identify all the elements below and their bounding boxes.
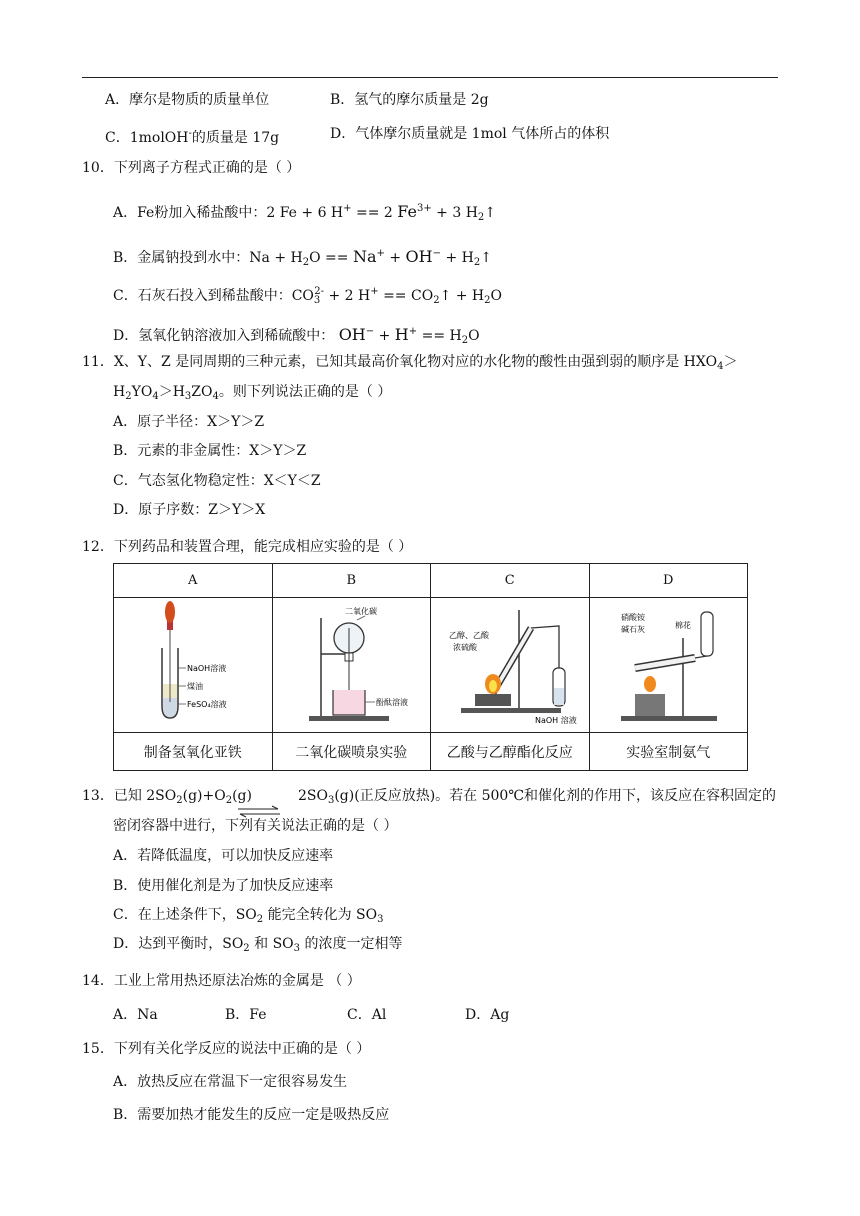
- label-cotton: 棉花: [675, 621, 692, 630]
- label-naoh-solution: NaOH溶液: [186, 664, 226, 673]
- q14-option-d: D．Ag: [465, 1007, 510, 1023]
- q13-option-a: A．若降低温度，可以加快反应速率: [113, 848, 334, 864]
- q13-option-b: B．使用催化剂是为了加快反应速率: [113, 878, 334, 894]
- caption-d: 实验室制氨气: [589, 733, 748, 771]
- experiment-table: [113, 563, 748, 771]
- label-ammonium-nitrate: 硝酸铵: [621, 613, 646, 622]
- label-naoh-solution-c: NaOH 溶液: [535, 716, 577, 725]
- caption-a: 制备氢氧化亚铁: [114, 733, 273, 771]
- table-header-b: B: [272, 564, 431, 598]
- label-kerosene: 煤油: [186, 682, 203, 691]
- q13-option-d: D．达到平衡时，$SO_2$ 和 $SO_3$ 的浓度一定相等: [113, 936, 403, 954]
- q11-option-b: B．元素的非金属性：X＞Y＞Z: [113, 443, 307, 459]
- label-ethanol-acetic-acid: 乙醇、乙酸: [449, 631, 489, 640]
- q9-option-d: D．气体摩尔质量就是 1mol 气体所占的体积: [330, 126, 610, 142]
- label-conc-sulfuric-acid: 浓硫酸: [453, 643, 477, 652]
- apparatus-b-fountain: [273, 598, 441, 728]
- q10-option-a: A．Fe粉加入稀盐酸中：2 Fe + 6 H+ == 2 $Fe^{3+} + 3$ $H_2↑$: [113, 202, 497, 223]
- label-feso4-solution: FeSO₄溶液: [186, 700, 227, 709]
- apparatus-c-cell: [431, 598, 590, 733]
- apparatus-b-cell: [272, 598, 431, 733]
- apparatus-a-test-tube: [118, 598, 268, 728]
- q14-option-b: B．Fe: [225, 1007, 267, 1023]
- q10-stem: 10．下列离子方程式正确的是（ ）: [82, 160, 301, 176]
- q9-option-c: C．1molOH-的质量是 17g: [105, 128, 280, 146]
- header-rule: [82, 77, 778, 78]
- q13-option-c: C．在上述条件下，$SO_2$ 能完全转化为 $SO_3$: [113, 907, 384, 925]
- q11-option-d: D．原子序数：Z＞Y＞X: [113, 502, 266, 518]
- q14-option-a: A．Na: [113, 1007, 158, 1023]
- q15-option-b: B．需要加热才能发生的反应一定是吸热反应: [113, 1107, 390, 1123]
- label-phenolphthalein: 酚酞溶液: [375, 698, 408, 707]
- apparatus-c-esterification: [431, 598, 597, 728]
- label-co2: 二氧化碳: [344, 607, 377, 616]
- q9-option-a: A．摩尔是物质的质量单位: [105, 92, 270, 108]
- q10-option-b: B．金属钠投到水中：$Na + H_2O == Na^+ + OH^-$ + $H_2↑$: [113, 247, 492, 268]
- q11-option-a: A．原子半径：X＞Y＞Z: [113, 414, 265, 430]
- q12-stem: 12．下列药品和装置合理，能完成相应实验的是（ ）: [82, 539, 413, 555]
- q11-stem-line1: 11．X、Y、Z 是同周期的三种元素，已知其最高价氧化物对应的水化物的酸性由强到弱的顺序是 $HXO_4>$: [82, 354, 738, 372]
- q14-option-c: C．Al: [347, 1007, 387, 1023]
- apparatus-a-cell: [114, 598, 273, 733]
- q14-stem: 14．工业上常用热还原法冶炼的金属是 （ ）: [82, 973, 361, 989]
- q11-option-c: C．气态氢化物稳定性：X＜Y＜Z: [113, 473, 321, 489]
- apparatus-d-ammonia: [595, 598, 741, 728]
- q11-stem-line2: $H_2YO_4>H_3ZO_4$。则下列说法正确的是（ ）: [113, 384, 392, 402]
- q15-stem: 15．下列有关化学反应的说法中正确的是（ ）: [82, 1041, 371, 1057]
- table-header-a: A: [114, 564, 273, 598]
- caption-c: 乙酸与乙醇酯化反应: [431, 733, 590, 771]
- q15-option-a: A．放热反应在常温下一定很容易发生: [113, 1074, 348, 1090]
- q10-option-d: D．氢氧化钠溶液加入到稀硫酸中： $OH^- + H^+ == H_2O$: [113, 325, 480, 346]
- apparatus-d-cell: [589, 598, 748, 733]
- table-header-c: C: [431, 564, 590, 598]
- q13-stem-line1: 13．已知 $2SO_2(g)+O_2(g)$ $2SO_3(g)$(正反应放热)。若在 500℃和催化剂的作用下，该反应在容积固定的: [82, 788, 776, 806]
- q9-option-b: B．氢气的摩尔质量是 2g: [330, 92, 489, 108]
- q10-option-c: C．石灰石投入到稀盐酸中：$CO_3^{2-} + 2$ $H^+ == CO_2↑ + H_2O$: [113, 286, 502, 306]
- q13-stem-line2: 密闭容器中进行，下列有关说法正确的是（ ）: [113, 818, 398, 834]
- label-soda-lime: 碱石灰: [621, 625, 646, 634]
- table-header-d: D: [589, 564, 748, 598]
- caption-b: 二氧化碳喷泉实验: [272, 733, 431, 771]
